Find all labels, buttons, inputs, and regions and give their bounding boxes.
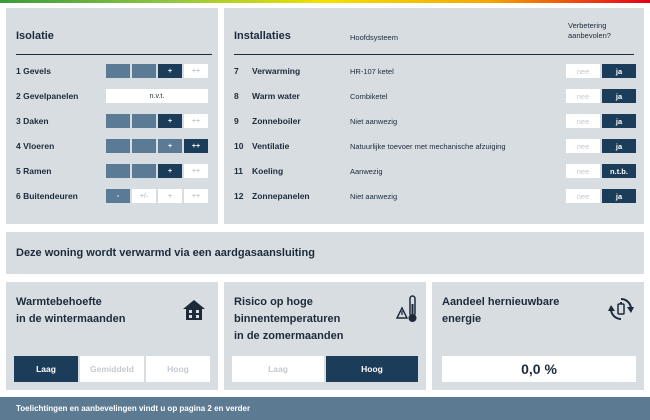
installatie-num: 10 [234, 141, 244, 151]
scale-cell [132, 164, 156, 178]
scale-cell [132, 64, 156, 78]
scale-cell [106, 164, 130, 178]
answer-no: nee [566, 189, 600, 203]
improvement-indicator [566, 64, 636, 78]
answer-no: nee [566, 64, 600, 78]
isolatie-divider [16, 54, 212, 55]
scale-cell: + [158, 189, 182, 203]
risico-title-line1: Risico op hoge [234, 296, 313, 308]
installatie-label: Warm water [252, 91, 300, 101]
scale-cell: ++ [184, 64, 208, 78]
answer-yes: ja [602, 64, 636, 78]
warmtebehoefte-panel [6, 282, 218, 390]
scale-value: n.v.t. [106, 89, 208, 103]
answer-no: nee [566, 114, 600, 128]
scale-cell [106, 114, 130, 128]
scale-cell: - [106, 189, 130, 203]
installatie-label: Koeling [252, 166, 284, 176]
scale-cell: ++ [184, 139, 208, 153]
scale-cell: + [158, 139, 182, 153]
answer-yes: ja [602, 189, 636, 203]
footer-text: Toelichtingen en aanbevelingen vindt u op pagina 2 en verder [16, 404, 251, 413]
installaties-title: Installaties [234, 30, 291, 42]
installatie-system: Combiketel [350, 92, 388, 101]
isolatie-scale-vloeren [106, 139, 210, 153]
scale-cell: ++ [184, 164, 208, 178]
scale-cell: +/- [132, 189, 156, 203]
option-laag: Laag [14, 356, 78, 382]
option-gemiddeld: Gemiddeld [80, 356, 144, 382]
risico-panel [224, 282, 426, 390]
installatie-label: Verwarming [252, 66, 301, 76]
hernieuwbaar-value: 0,0 % [521, 361, 557, 377]
isolatie-row-label: 2 Gevelpanelen [16, 91, 79, 101]
installatie-num: 11 [234, 166, 243, 176]
answer-yes: ja [602, 114, 636, 128]
scale-cell: + [158, 114, 182, 128]
installatie-num: 12 [234, 191, 244, 201]
renewable-cycle-icon [608, 296, 634, 322]
hernieuwbaar-value-box [442, 356, 636, 382]
verwarming-panel [6, 232, 644, 274]
isolatie-panel [6, 8, 218, 224]
isolatie-scale-ramen [106, 164, 210, 178]
warmtebehoefte-scale [14, 356, 210, 382]
installatie-system: Niet aanwezig [350, 117, 398, 126]
answer-yes: n.t.b. [602, 164, 636, 178]
isolatie-scale-daken [106, 114, 210, 128]
installaties-divider [234, 54, 634, 55]
house-icon [182, 298, 206, 322]
risico-title-line3: in de zomermaanden [234, 330, 344, 342]
installatie-system: Aanwezig [350, 167, 383, 176]
warmtebehoefte-title-line1: Warmtebehoefte [16, 296, 102, 308]
verwarming-text: Deze woning wordt verwarmd via een aardgasaansluiting [16, 247, 315, 259]
isolatie-scale-gevels [106, 64, 210, 78]
warmtebehoefte-title-line2: in de wintermaanden [16, 313, 126, 325]
answer-no: nee [566, 139, 600, 153]
option-hoog: Hoog [326, 356, 418, 382]
installaties-panel [224, 8, 644, 224]
isolatie-scale-buitendeuren [106, 189, 210, 203]
answer-no: nee [566, 164, 600, 178]
improvement-indicator [566, 189, 636, 203]
scale-cell: + [158, 64, 182, 78]
improvement-indicator [566, 164, 636, 178]
scale-cell: + [158, 164, 182, 178]
option-laag: Laag [232, 356, 324, 382]
hernieuwbaar-title-line2: energie [442, 313, 482, 325]
installatie-system: Natuurlijke toevoer met mechanische afzuiging [350, 142, 506, 151]
installatie-label: Ventilatie [252, 141, 290, 151]
scale-cell [132, 139, 156, 153]
verbetering-header-line1: Verbetering [568, 21, 607, 30]
scale-cell [106, 64, 130, 78]
scale-cell: ++ [184, 114, 208, 128]
footer-bar [0, 397, 650, 420]
option-hoog: Hoog [146, 356, 210, 382]
hernieuwbaar-title-line1: Aandeel hernieuwbare [442, 296, 560, 308]
improvement-indicator [566, 114, 636, 128]
risico-title-line2: binnentemperaturen [234, 313, 341, 325]
hoofdsysteem-header: Hoofdsysteem [350, 33, 398, 42]
hernieuwbaar-panel [432, 282, 644, 390]
isolatie-row-label: 1 Gevels [16, 66, 51, 76]
thermometer-warning-icon [396, 294, 420, 324]
installatie-num: 9 [234, 116, 239, 126]
improvement-indicator [566, 139, 636, 153]
installatie-system: HR-107 ketel [350, 67, 394, 76]
isolatie-row-label: 3 Daken [16, 116, 49, 126]
answer-yes: ja [602, 89, 636, 103]
answer-no: nee [566, 89, 600, 103]
scale-cell [132, 114, 156, 128]
improvement-indicator [566, 89, 636, 103]
answer-yes: ja [602, 139, 636, 153]
installatie-system: Niet aanwezig [350, 192, 398, 201]
isolatie-scale-gevelpanelen [106, 89, 210, 103]
scale-cell: ++ [184, 189, 208, 203]
scale-cell [106, 139, 130, 153]
installatie-label: Zonnepanelen [252, 191, 310, 201]
isolatie-row-label: 4 Vloeren [16, 141, 55, 151]
risico-scale [232, 356, 418, 382]
isolatie-title: Isolatie [16, 30, 54, 42]
installatie-num: 8 [234, 91, 239, 101]
isolatie-row-label: 6 Buitendeuren [16, 191, 78, 201]
installatie-num: 7 [234, 66, 239, 76]
top-color-strip [0, 0, 650, 3]
verbetering-header-line2: aanbevolen? [568, 31, 611, 40]
isolatie-row-label: 5 Ramen [16, 166, 52, 176]
installatie-label: Zonneboiler [252, 116, 301, 126]
